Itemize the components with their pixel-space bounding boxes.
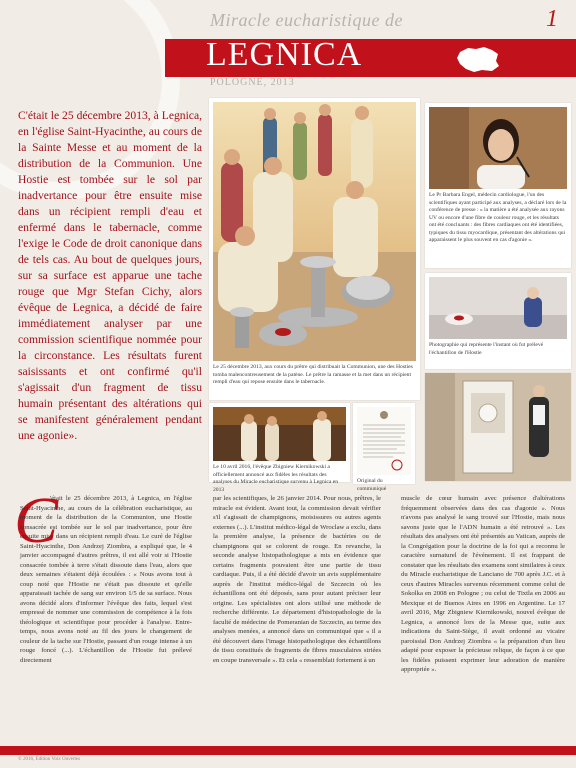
ceremony-photo [209, 403, 350, 493]
footer-copyright: © 2016, Édition Voix Ouvertes [18, 757, 81, 762]
body-column-1 [20, 494, 192, 665]
reliquary-image [425, 373, 571, 481]
scientist-portrait [425, 103, 571, 268]
body-column-1-text: 'était le 25 décembre 2013, à Legnica, en l'église Saint-Hyacinthe, au cours de la célébration eucharistique, au moment de la distribution de la Communion, une Hostie consacrée est tombée sur le sol par inadvertance, pour être ensuite mise dans un récipient rempli d'eau. Le curé de l'église Saint-Hyacinthe, Don Andrzej Ziombra, a expliqué que, le 4 janvier accompagné d'autres prêtres, il est allé voir si l'Hostie consacrée tombée à terre s'était dissoute dans l'eau, alors que deux semaines s'étaient déjà écoulées : « Nous avons tout à coup noté que l'Hostie ne s'était pas dissoute et qu'elle apparaissait tachée de sang sur environ 1/5 de sa surface. Nous avons décidé alors d'informer l'évêque des faits, lequel s'est empressé de nommer une commission de compétence à la fois théologique et scientifique pour procéder à l'analyse. Entre-temps, nous avons noté au fil des jours le changement de couleur de la tache sur l'Hostie, passant d'un rouge intense à un rouge foncé (...). L'échantillon de l'Hostie fut prélevé directement [20, 495, 192, 664]
main-illustration [209, 98, 420, 400]
page-title: LEGNICA [206, 36, 363, 73]
illustration-priest-communion [213, 102, 416, 361]
lab-photo [425, 273, 571, 369]
document-caption: Original du communiqué [357, 478, 387, 492]
portrait-caption: Le Pr Barbara Engel, médecin cardiologue, l'un des scientifiques ayant participé aux analyses, a déclaré lors de la conférence de presse : « la matière a été analysée aux rayons UV ou encore d'une fibre de couleur rouge, et les résultats ont été concluants : des fibres cardiaques ont été identifiées, typiques du tissu myocardique, présentant des altérations qui apparaissent le plus souvent en cas d'agonie ». [429, 192, 567, 244]
title-script: Miracle eucharistique de [210, 10, 403, 30]
portrait-photo [429, 107, 567, 189]
page-number: 1 [546, 6, 558, 32]
footer-band [0, 746, 576, 755]
communique-image [357, 407, 411, 475]
communique-document [353, 403, 415, 492]
ceremony-image [213, 407, 346, 461]
lab-caption: Photographie qui représente l'instant où fut prélevé l'échantillon de l'Hostie [429, 342, 544, 356]
page-subtitle: POLOGNE, 2013 [210, 77, 295, 88]
body-column-3: muscle de cœur humain avec présence d'altérations fréquemment observées dans des cas d'agonie ». Nous n'avons pas analysé le sang trouvé sur l'Hostie, mais nous savons juste que le l'ADN humain a été retrouvé ». Les résultats des analyses ont été présentés au Vatican, auprès de la Congrégation pour la doctrine de la foi qui a reconnu le caractère surnaturel de l'événement. Il est frappant de constater que les résultats des examens sont similaires à ceux du Miracle eucharistique de Lanciano de 700 après J.C. et à ceux d'autres Miracles survenus récemment comme celui de Sokolka en 2008 en Pologne ; ou celui de Tixtla en 2006 au Mexique et de Buenos Aires en 1996 en Argentine. Le 17 avril 2016, Mgr Zbigniew Kiernikowski, nouvel évêque de Legnica, a annoncé lors de la Messe que, suite aux indications du Saint-Siège, il avait ordonné au vicaire paroissial Don Andrzej Ziombra « la préparation d'un lieu adapté pour exposer la précieuse relique, de façon à ce que les fidèles puissent exprimer leur adoration de manière appropriée ». [401, 495, 565, 674]
drop-cap: C [14, 484, 59, 557]
lead-paragraph: C'était le 25 décembre 2013, à Legnica, en l'église Saint-Hyacinthe, au cours de la Sainte Messe et au moment de la distribution de la Communion. Une Hostie est tombée sur le sol par inadvertance pour être ensuite mise dans un récipient rempli d'eau et enfermé dans le tabernacle, comme l'exige le Code de droit canonique dans de tels cas. Au bout de quelques jours, sur sa surface est apparue une tache rouge que Mgr Stefan Cichy, alors évêque de Legnica, a décidé de faire immédiatement analyser par une commission scientifique nommée pour la circonstance. Les résultats furent saisissants et ont confirmé qu'il s'agissait d'un fragment de tissu humain présentant des altérations qui se manifestent généralement pendant une agonie». [18, 109, 202, 442]
lab-image [429, 277, 567, 339]
ceremony-caption: Le 10 avril 2016, l'évêque Zbigniew Kiernikowski a officiellement annoncé aux fidèles les résultats des analyses du Miracle eucharistique survenu à Legnica en 2013 [213, 464, 339, 493]
poland-map-icon [454, 44, 502, 74]
body-column-2: par les scientifiques, le 26 janvier 2014. Pour nous, prêtres, le miracle est évident. Avant tout, la commission devait vérifier s'il s'agissait de champignons, moisissures ou autres agents externes (...). L'institut médico-légal de Wroclaw a exclu, dans la première analyse, la présence de bactéries ou de champignons qui se colorent de rouge. En revanche, la seconde analyse histopathologique a mis en évidence que certains fragments pouvaient être une partie de tissu cardiaque. Puis, il a été décidé d'avoir un avis supplémentaire auprès de l'institut médico-légal de Szczecin où les échantillons ont été déposés, sans pour autant préciser leur origine. Les spécialistes ont alors utilisé une méthode de recherche différente. Le département d'histopathologie de la faculté de médecine de Pomeranian de Szczecin, au terme des analyses menées, a annoncé dans un communiqué que « il a été découvert dans l'image histopathologique des échantillons de tissu constitués de fragments de fibres musculaires striées en coupe transversale ». Et cela « ressemblait fortement à un [213, 495, 381, 664]
main-illustration-caption: Le 25 décembre 2013, aux cours du prêtre qui distribuait la Communion, une des Hosties tomba malencontreusement de la patène. Le prêtre la ramasse et la met dans un récipient rempli d'eau qui repose ensuite dans le tabernacle. [213, 364, 413, 386]
reliquary-photo [425, 373, 571, 481]
